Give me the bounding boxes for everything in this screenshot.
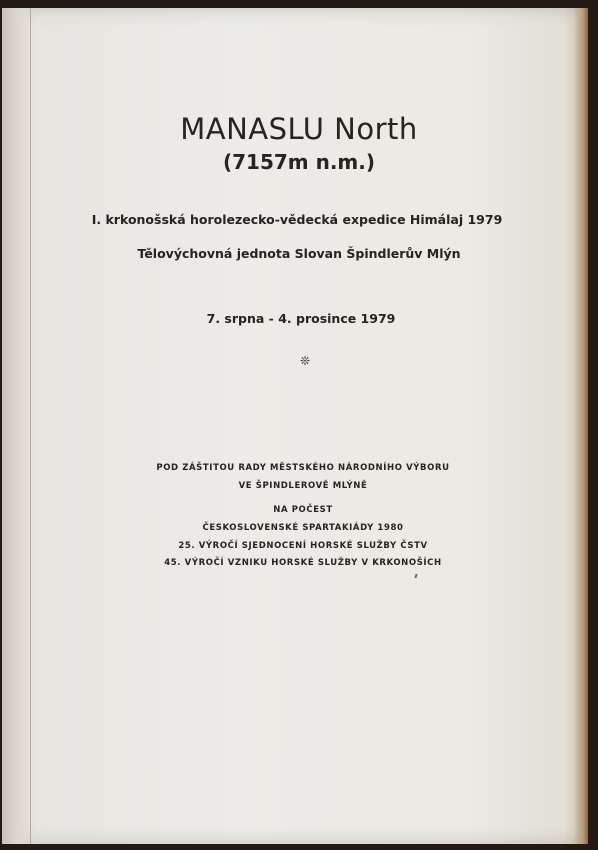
expedition-dates: 7. srpna - 4. prosince 1979 xyxy=(206,311,396,326)
paper-speck xyxy=(414,574,417,578)
asterism-ornament: ❊ xyxy=(299,354,311,368)
document-subtitle: (7157m n.m.) xyxy=(222,150,376,174)
patronage-line-1: POD ZÁŠTITOU RADY MĚSTSKÉHO NÁRODNÍHO VÝBORU xyxy=(156,463,450,473)
patronage-line-3: NA POČEST xyxy=(273,505,333,515)
expedition-line: I. krkonošská horolezecko-vědecká expedice Himálaj 1979 xyxy=(91,212,503,227)
patronage-line-2: VE ŠPINDLEROVĚ MLÝNĚ xyxy=(238,481,368,491)
patronage-line-4: ČESKOSLOVENSKÉ SPARTAKIÁDY 1980 xyxy=(202,523,404,533)
patronage-line-6: 45. VÝROČÍ VZNIKU HORSKÉ SLUŽBY V KRKONOŠÍCH xyxy=(164,558,442,568)
patronage-line-5: 25. VÝROČÍ SJEDNOCENÍ HORSKÉ SLUŽBY ČSTV xyxy=(178,541,428,551)
document-title: MANASLU North xyxy=(180,112,418,146)
paper-page xyxy=(2,8,588,844)
organization-line: Tělovýchovná jednota Slovan Špindlerův Mlýn xyxy=(137,246,461,261)
